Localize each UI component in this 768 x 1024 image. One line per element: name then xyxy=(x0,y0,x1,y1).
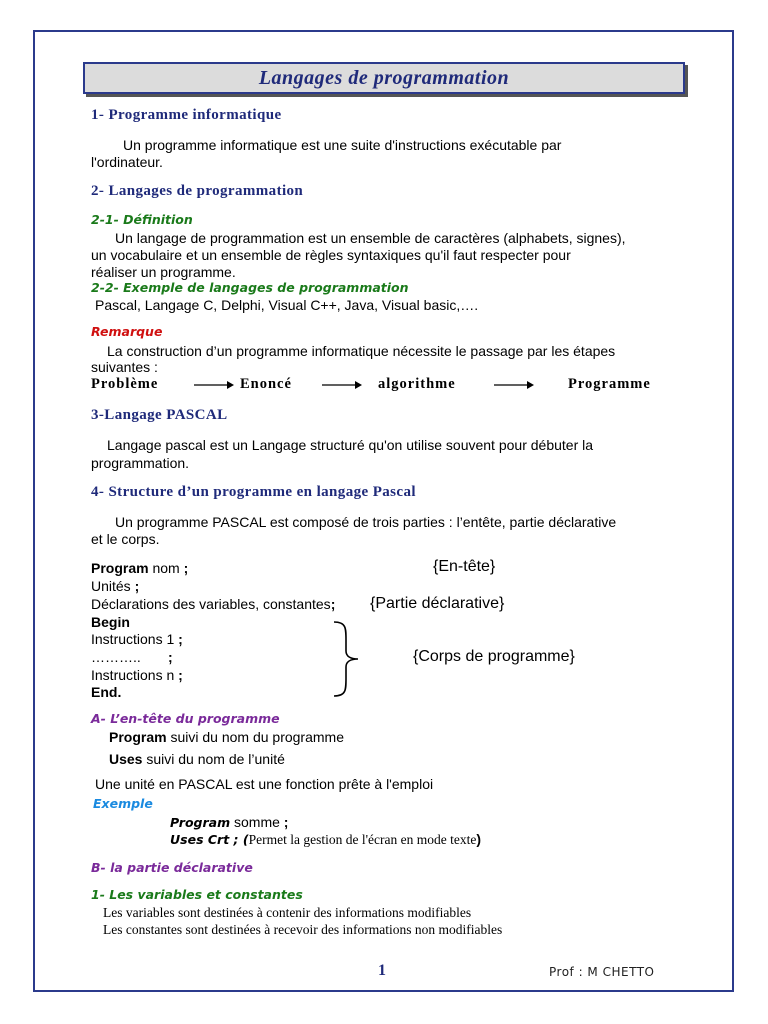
s2-1-heading: 2-1- Définition xyxy=(91,212,193,227)
label-corps: {Corps de programme} xyxy=(413,648,575,665)
s3-line1: Langage pascal est un Langage structuré qu'on utilise souvent pour débuter la xyxy=(107,437,594,453)
b-line1: Les variables sont destinées à contenir des informations modifiables xyxy=(103,905,472,920)
arrow-right-icon xyxy=(322,379,362,391)
example-label: Exemple xyxy=(93,796,153,811)
s3-line2: programmation. xyxy=(91,455,190,471)
curly-brace-icon xyxy=(330,620,364,698)
code-begin: Begin xyxy=(91,614,130,630)
b-1-heading: 1- Les variables et constantes xyxy=(91,887,303,902)
section-3-heading: 3-Langage PASCAL xyxy=(91,407,228,423)
code-unites-line: Unités ; xyxy=(91,578,140,594)
title-banner xyxy=(83,62,685,94)
remark-label: Remarque xyxy=(91,324,163,339)
flow-step-2: Enoncé xyxy=(240,376,292,392)
remark-line2: suivantes : xyxy=(91,359,158,375)
example-program-line: Program somme ; xyxy=(170,814,289,830)
s2-def1: Un langage de programmation est un ensemble de caractères (alphabets, signes), xyxy=(115,230,626,246)
flow-step-4: Programme xyxy=(568,376,651,392)
section-b-heading: B- la partie déclarative xyxy=(91,860,253,875)
code-end: End. xyxy=(91,684,122,700)
b-line2: Les constantes sont destinées à recevoir des informations non modifiables xyxy=(103,922,503,937)
s4-line1: Un programme PASCAL est composé de trois parties : l’entête, partie déclarative xyxy=(115,514,617,530)
section-4-heading: 4- Structure d’un programme en langage Pascal xyxy=(91,484,416,500)
code-instrn-line: Instructions n ; xyxy=(91,667,183,683)
code-instr1-line: Instructions 1 ; xyxy=(91,631,183,647)
flow-step-1: Problème xyxy=(91,376,159,392)
s2-def2: un vocabulaire et un ensemble de règles syntaxiques qu'il faut respecter pour xyxy=(91,247,571,263)
label-entete: {En-tête} xyxy=(433,558,496,575)
a-program-line: Program suivi du nom du programme xyxy=(109,729,344,745)
example-uses-line: Uses Crt ; (Permet la gestion de l'écran en mode texte) xyxy=(170,831,481,847)
code-dots-line: ……….. ; xyxy=(91,649,173,665)
flow-step-3: algorithme xyxy=(378,376,456,392)
s2-2-heading: 2-2- Exemple de langages de programmation xyxy=(91,280,409,295)
s4-line2: et le corps. xyxy=(91,531,160,547)
s2-def3: réaliser un programme. xyxy=(91,264,236,280)
author-credit: Prof : M CHETTO xyxy=(549,965,655,979)
remark-line1: La construction d’un programme informatique nécessite le passage par les étapes xyxy=(107,343,616,359)
section-a-heading: A- L’en-tête du programme xyxy=(91,711,280,726)
s1-line2: l'ordinateur. xyxy=(91,154,163,170)
page-title: Langages de programmation xyxy=(258,67,510,89)
s2-examples: Pascal, Langage C, Delphi, Visual C++, Java, Visual basic,…. xyxy=(95,297,479,313)
s1-line1: Un programme informatique est une suite d'instructions exécutable par xyxy=(123,137,562,153)
code-declarations-line: Déclarations des variables, constantes; xyxy=(91,596,336,612)
section-2-heading: 2- Langages de programmation xyxy=(91,183,304,199)
arrow-right-icon xyxy=(494,379,534,391)
a-uses-line: Uses suivi du nom de l’unité xyxy=(109,751,285,767)
section-1-heading: 1- Programme informatique xyxy=(91,107,282,123)
page-number: 1 xyxy=(378,962,386,979)
label-declarative: {Partie déclarative} xyxy=(370,595,505,612)
a-unit-line: Une unité en PASCAL est une fonction prête à l'emploi xyxy=(95,776,434,792)
arrow-right-icon xyxy=(194,379,234,391)
code-program-line: Program nom ; xyxy=(91,560,189,576)
